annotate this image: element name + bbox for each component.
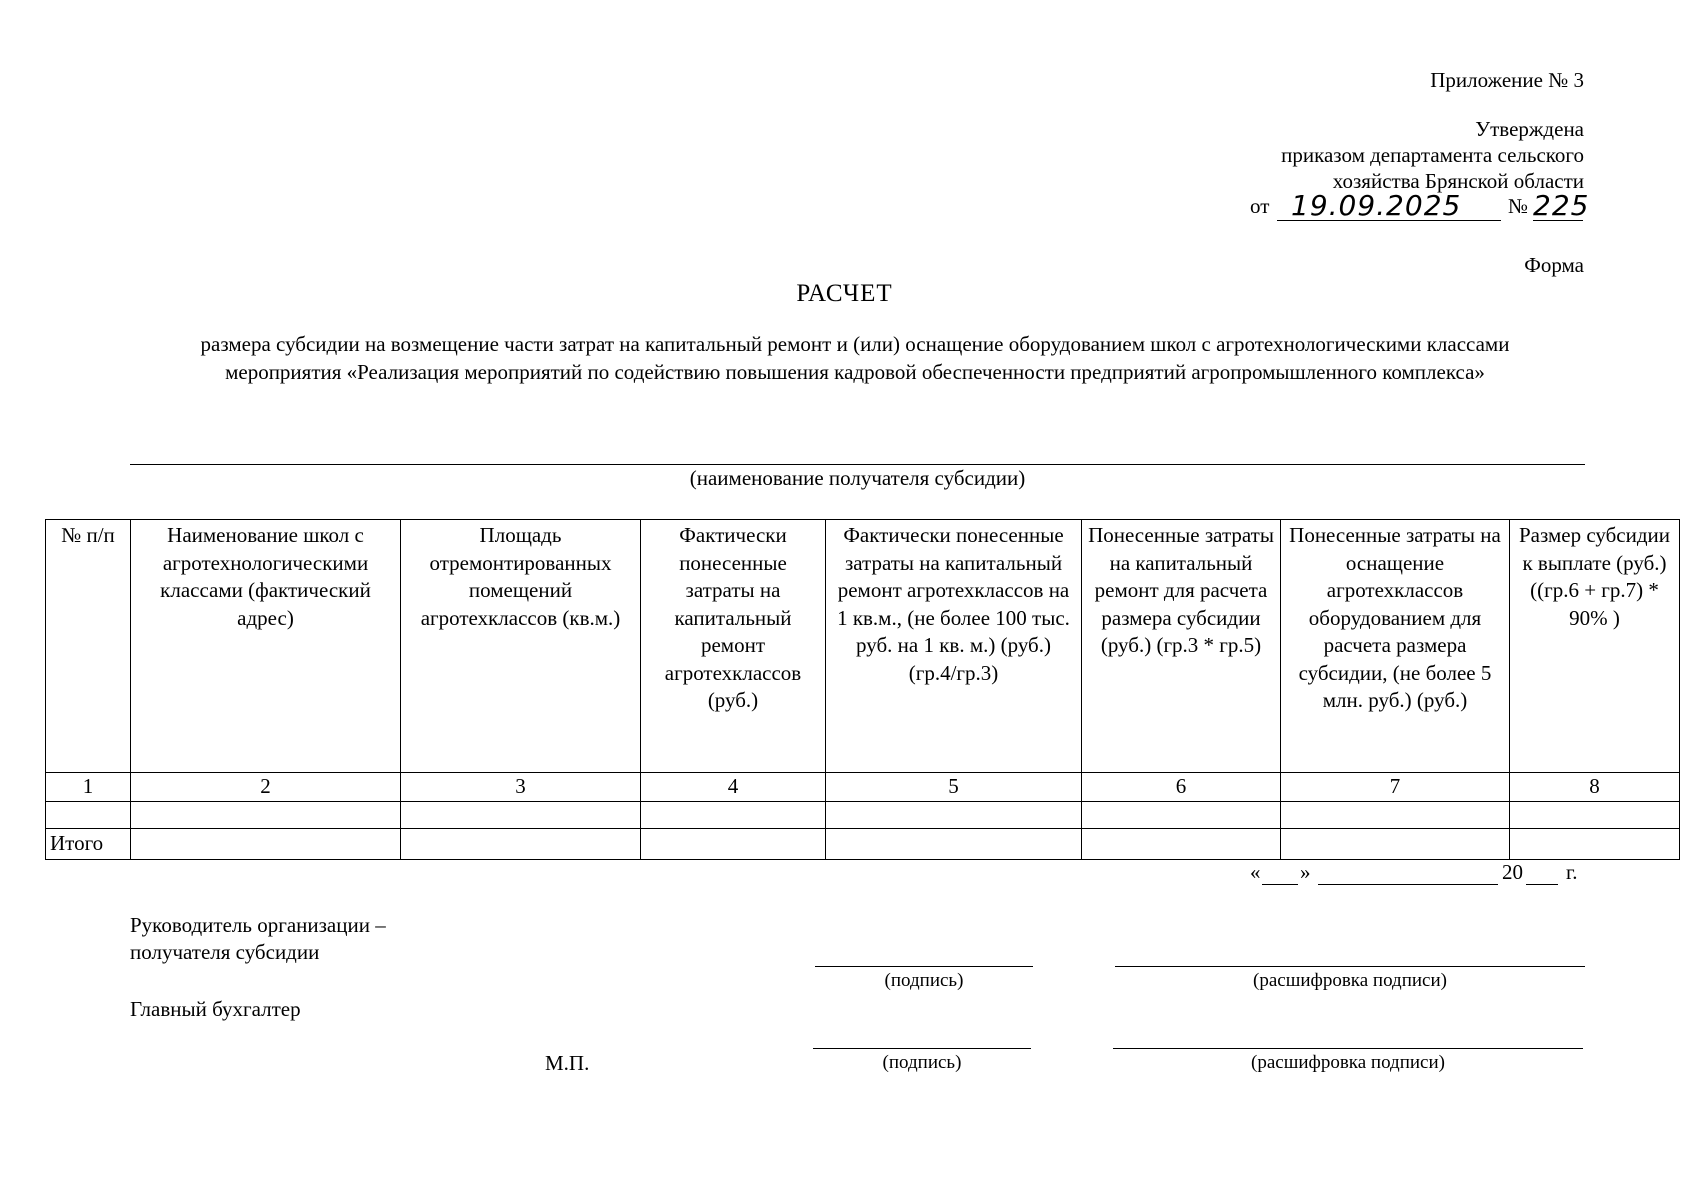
table-cell [1082,829,1281,860]
table-cell [826,802,1082,829]
order-reference [1250,189,1590,224]
column-number-row [46,773,1680,802]
header-cell: Размер субсидии к выплате (руб.) ((гр.6 + гр.7) * 90% ) [1510,520,1680,773]
column-number: 2 [131,773,401,802]
header-cell: Понесенные затраты на капитальный ремонт для расчета размера субсидии (руб.) (гр.3 * гр.5) [1082,520,1281,773]
recipient-name-line [130,464,1585,465]
document-subtitle: размера субсидии на возмещение части затрат на капитальный ремонт и (или) оснащение оборудованием школ с агротехнологическими классами мероприятия «Реализация мероприятий по содействию повышения кадровой обеспеченности предприятий агропромышленного комплекса» [200,332,1510,384]
header-cell: Фактически понесенные затраты на капитальный ремонт агротехклассов на 1 кв.м., (не более 100 тыс. руб. на 1 кв. м.) (руб.) (гр.4/гр.3) [826,520,1082,773]
recipient-caption: (наименование получателя субсидии) [689,466,1026,490]
decoding-caption: (расшифровка подписи) [1253,970,1447,991]
column-number: 7 [1281,773,1510,802]
table-cell [1281,802,1510,829]
head-label-line: Руководитель организации – [130,913,386,937]
table-row [46,802,1680,829]
column-number: 3 [401,773,641,802]
table-cell [641,829,826,860]
head-signature-line [815,966,1033,967]
table-cell [46,802,131,829]
table-cell [1082,802,1281,829]
decoding-caption: (расшифровка подписи) [1251,1052,1445,1073]
signature-caption: (подпись) [882,1052,962,1073]
approval-block [1281,116,1584,194]
date-close-quote: » [1300,860,1311,884]
column-number: 4 [641,773,826,802]
year-suffix: г. [1566,860,1578,884]
day-field [1262,860,1298,885]
table-header-row [46,520,1680,773]
order-number-field [1533,189,1590,222]
date-open-quote: « [1250,860,1261,884]
form-label: Форма [1524,253,1584,277]
approval-line: Утверждена [1475,117,1584,141]
table-cell [1510,802,1680,829]
date-line [1250,860,1590,890]
calculation-table [45,519,1680,860]
order-date-field [1277,189,1501,222]
table-cell [401,802,641,829]
approval-line: хозяйства Брянской области [1332,169,1584,193]
header-cell: Наименование школ с агротехнологическими классами (фактический адрес) [131,520,401,773]
order-number-handwritten: 225 [1533,189,1590,222]
table-cell [1281,829,1510,860]
column-number: 1 [46,773,131,802]
table-cell [826,829,1082,860]
table-cell [641,802,826,829]
head-decoding-line [1115,966,1585,967]
head-label [130,912,386,966]
document-title: РАСЧЕТ [796,280,893,307]
table-cell [131,802,401,829]
table-cell [131,829,401,860]
column-number: 6 [1082,773,1281,802]
year-field [1526,860,1558,885]
year-prefix: 20 [1502,860,1523,884]
header-cell: Площадь отремонтированных помещений агротехклассов (кв.м.) [401,520,641,773]
header-cell: Понесенные затраты на оснащение агротехклассов оборудованием для расчета размера субсидии, (не более 5 млн. руб.) (руб.) [1281,520,1510,773]
column-number: 5 [826,773,1082,802]
total-row [46,829,1680,860]
accountant-signature-line [813,1048,1031,1049]
approval-line: приказом департамента сельского [1281,143,1584,167]
signature-caption: (подпись) [884,970,964,991]
accountant-decoding-line [1113,1048,1583,1049]
order-no-label: № [1508,194,1529,218]
month-field [1318,860,1498,885]
column-number: 8 [1510,773,1680,802]
header-cell: № п/п [46,520,131,773]
header-cell: Фактически понесенные затраты на капитальный ремонт агротехклассов (руб.) [641,520,826,773]
order-date-handwritten: 19.09.2025 [1291,189,1462,222]
total-label: Итого [46,829,131,860]
head-label-line: получателя субсидии [130,940,320,964]
stamp-label: М.П. [545,1051,590,1075]
table-cell [1510,829,1680,860]
appendix-number: Приложение № 3 [1430,68,1584,92]
table-cell [401,829,641,860]
order-from-label: от [1250,194,1270,218]
accountant-label: Главный бухгалтер [130,997,301,1021]
